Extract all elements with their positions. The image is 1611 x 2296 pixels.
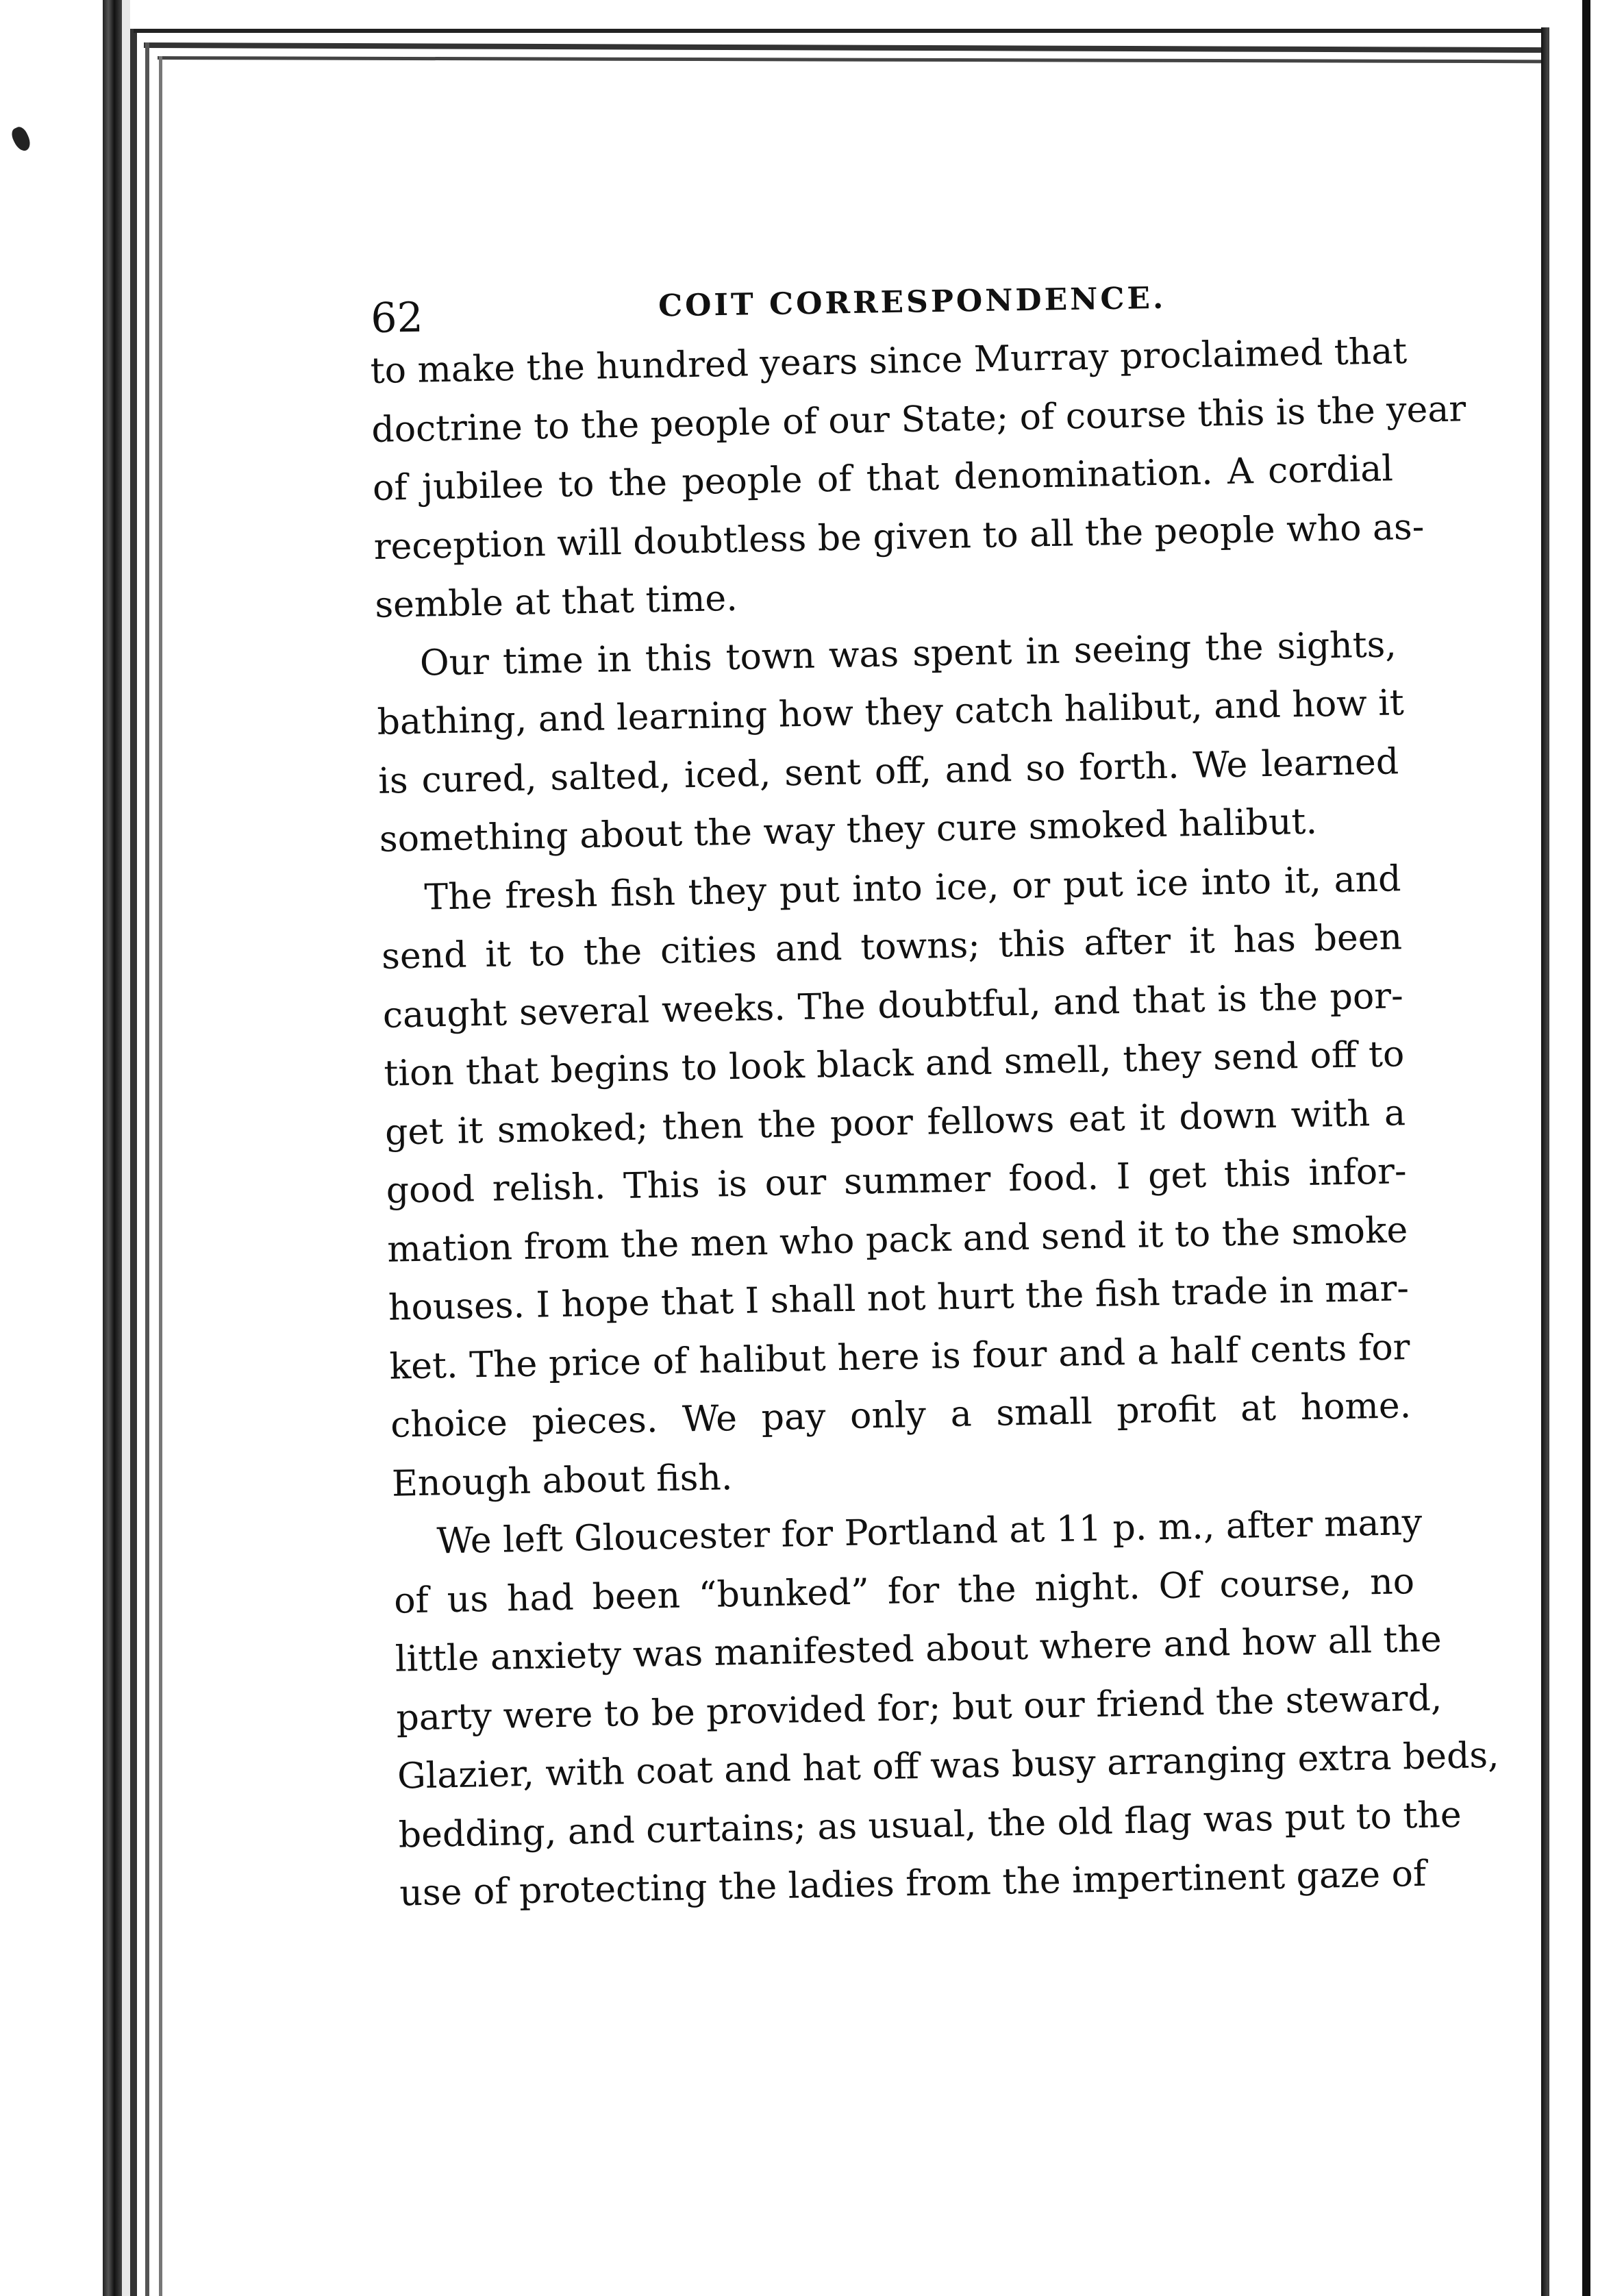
text-line: caught several weeks. The doubtful, and that is the por- [382, 975, 1404, 1036]
book-spine-edge [103, 0, 122, 2296]
text-line: is cured, salted, iced, sent off, and so forth. We learned [377, 740, 1399, 802]
body-text [370, 322, 1500, 1923]
text-line: mation from the men who pack and send it to the smoke [386, 1209, 1408, 1271]
text-line: We left Gloucester for Portland at 11 p. m., after many [436, 1501, 1423, 1562]
text-line: use of protecting the ladies from the impertinent gaze of [399, 1853, 1427, 1914]
scan-margin-top [130, 0, 1548, 29]
text-line: Glazier, with coat and hat off was busy arranging extra beds, [397, 1734, 1500, 1797]
facing-page-edge [1582, 0, 1590, 2296]
running-title: COIT CORRESPONDENCE. [658, 280, 1166, 324]
text-line: of jubilee to the people of that denomination. A cordial [372, 448, 1394, 509]
text-line: good relish. This is our summer food. I get this infor- [386, 1151, 1408, 1212]
scan-margin-right [1549, 0, 1611, 2296]
page-edge-left-inner [145, 42, 149, 2296]
text-line: something about the way they cure smoked halibut. [379, 801, 1318, 860]
text-line: tion that begins to look black and smell, they send off to [383, 1034, 1405, 1095]
text-line: semble at that time. [374, 577, 738, 626]
text-line: houses. I hope that I shall not hurt the fish trade in mar- [388, 1268, 1410, 1329]
printed-page [370, 260, 1500, 1924]
page-edge-top-inner-2 [158, 56, 1548, 63]
text-line: of us had been “bunked” for the night. Of course, no [393, 1560, 1415, 1622]
text-line: ket. The price of halibut here is four and a half cents for [389, 1326, 1411, 1388]
text-line: party were to be provided for; but our friend the steward, [395, 1677, 1443, 1739]
text-line: to make the hundred years since Murray proclaimed that [370, 330, 1408, 392]
text-line: get it smoked; then the poor fellows eat it down with a [384, 1092, 1406, 1153]
text-line: Our time in this town was spent in seeing the sights, [419, 623, 1397, 684]
page-edge-top-inner [144, 42, 1548, 53]
page-number: 62 [370, 293, 424, 342]
text-line: choice pieces. We pay only a small profit at home. [390, 1385, 1412, 1446]
page-edge-left-inner-2 [159, 56, 162, 2296]
text-line: bedding, and curtains; as usual, the old flag was put to the [398, 1794, 1462, 1856]
text-line: The fresh fish they put into ice, or put ice into it, and [423, 858, 1401, 919]
text-line: reception will doubtless be given to all the people who as- [373, 506, 1425, 568]
text-line: Enough about fish. [391, 1456, 733, 1505]
text-line: little anxiety was manifested about where and how all the [395, 1619, 1443, 1680]
scan-margin-left [0, 0, 82, 2296]
text-line: send it to the cities and towns; this after it has been [381, 916, 1403, 977]
text-line: bathing, and learning how they catch halibut, and how it [377, 682, 1405, 743]
page-edge-top [134, 29, 1551, 33]
text-line: doctrine to the people of our State; of course this is the year [371, 388, 1466, 451]
page-edge-shadow [130, 27, 137, 2296]
page-edge-highlight [122, 0, 130, 2296]
